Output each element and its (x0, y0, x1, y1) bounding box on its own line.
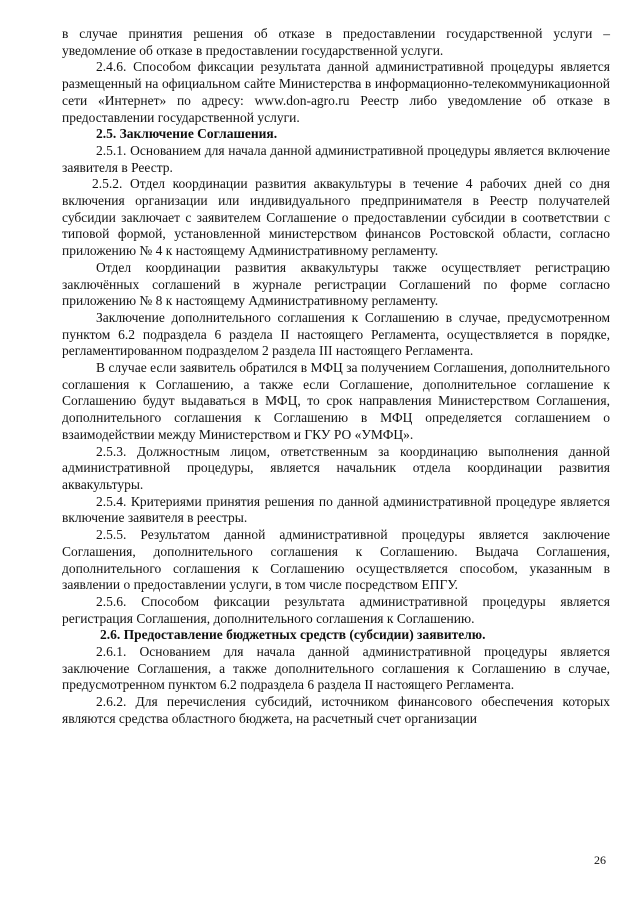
paragraph-2-5-5: 2.5.5. Результатом данной административной процедуры является заключение Соглашения, дополнительного соглашения к Соглашению. Выдача Соглашения, дополнительного соглашения к Соглашению осуществляется способом, указанным в заявлении о предоставлении услуги, в том числе посредством ЕПГУ. (62, 527, 610, 593)
paragraph-2-4-6: 2.4.6. Способом фиксации результата данной административной процедуры является размещенный на официальном сайте Министерства в информационно-телекоммуникационной сети «Интернет» по адресу: www.don-agro.ru Реестр либо уведомление об отказе в предоставлении государственной услуги. (62, 59, 610, 125)
document-page (62, 26, 610, 728)
page-number: 26 (594, 853, 606, 867)
paragraph-2-5-2: 2.5.2. Отдел координации развития аквакультуры в течение 4 рабочих дней со дня включения организации или индивидуального предпринимателя в Реестр получателей субсидии заключает с заявителем Соглашение о предоставлении субсидии в соответствии с типовой формой, установленной министерством финансов Ростовской области, согласно приложению № 4 к настоящему Административному регламенту. (62, 176, 610, 259)
paragraph-mfc: В случае если заявитель обратился в МФЦ за получением Соглашения, дополнительного соглашения к Соглашению, а также если Соглашение, дополнительное соглашение к Соглашению будут выдаваться в МФЦ, то срок направления Министерством Соглашения, дополнительного соглашения к Соглашению в МФЦ определяется соглашением о взаимодействии между Министерством и ГКУ РО «УМФЦ». (62, 360, 610, 442)
paragraph-2-6-2: 2.6.2. Для перечисления субсидий, источником финансового обеспечения которых являются средства областного бюджета, на расчетный счет организации (62, 694, 610, 726)
paragraph-2-5-1: 2.5.1. Основанием для начала данной административной процедуры является включение заявителя в Реестр. (62, 142, 610, 175)
paragraph-2-6-1: 2.6.1. Основанием для начала данной административной процедуры является заключение Соглашения, а также дополнительного соглашения к Соглашению в случае, предусмотренном пунктом 6.2 подраздела 6 раздела II настоящего Регламента. (62, 644, 610, 693)
paragraph-2-5-3: 2.5.3. Должностным лицом, ответственным за координацию выполнения данной административной процедуры, является начальник отдела координации развития аквакультуры. (62, 443, 610, 492)
paragraph-2-5-6: 2.5.6. Способом фиксации результата административной процедуры является регистрация Соглашения, дополнительного соглашения к Соглашению. (62, 593, 610, 626)
paragraph-continuation: в случае принятия решения об отказе в предоставлении государственной услуги – уведомление об отказе в предоставлении государственной услуги. (62, 26, 610, 58)
section-heading-2-6: 2.6. Предоставление бюджетных средств (субсидии) заявителю. (100, 627, 486, 643)
paragraph-registration: Отдел координации развития аквакультуры также осуществляет регистрацию заключённых соглашений в журнале регистрации Соглашений по форме согласно приложению № 8 к настоящему Административному регламенту. (62, 259, 610, 309)
paragraph-additional-agreement: Заключение дополнительного соглашения к Соглашению в случае, предусмотренном пунктом 6.2 подраздела 6 раздела II настоящего Регламента, осуществляется в порядке, регламентированном подразделом 2 раздела III настоящего Регламента. (62, 309, 610, 359)
section-heading-2-5: 2.5. Заключение Соглашения. (96, 126, 278, 142)
paragraph-2-5-4: 2.5.4. Критериями принятия решения по данной административной процедуре является включение заявителя в реестры. (62, 493, 610, 526)
